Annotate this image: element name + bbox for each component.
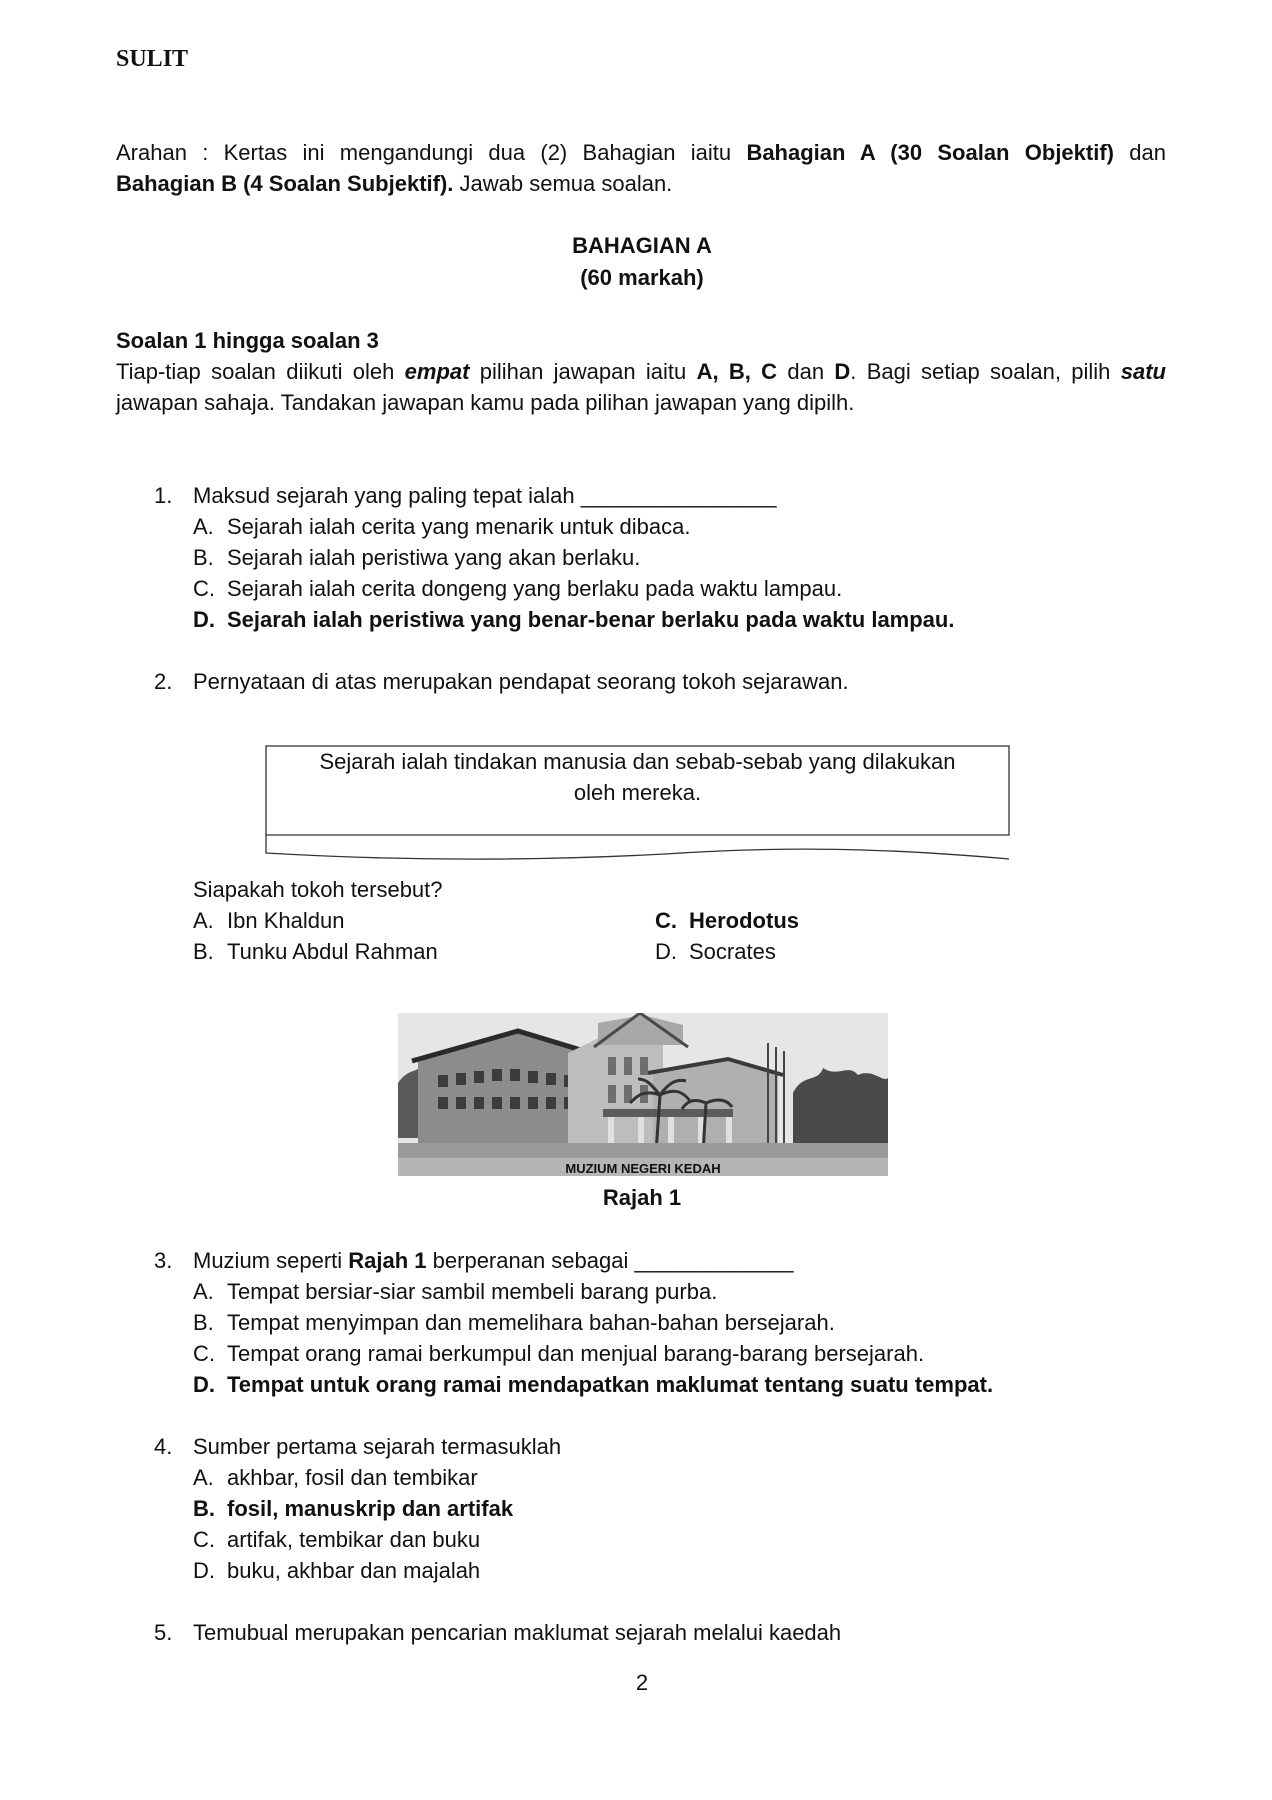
section-marks: (60 markah) bbox=[580, 265, 704, 290]
page-number: 2 bbox=[635, 1670, 649, 1695]
q4-number: 4. bbox=[154, 1434, 173, 1459]
museum-sign: MUZIUM NEGERI KEDAH bbox=[565, 1161, 721, 1176]
q4-option-d: D. buku, akhbar dan majalah bbox=[193, 1558, 481, 1583]
q2-option-b: B. Tunku Abdul Rahman bbox=[193, 939, 438, 964]
q5-number: 5. bbox=[154, 1620, 173, 1645]
q1-option-a: A. Sejarah ialah cerita yang menarik untuk dibaca. bbox=[193, 514, 691, 539]
q3-option-a: A. Tempat bersiar-siar sambil membeli barang purba. bbox=[193, 1279, 718, 1304]
q4-option-b: B. fosil, manuskrip dan artifak bbox=[193, 1496, 514, 1521]
section-title: BAHAGIAN A bbox=[572, 233, 712, 258]
q3-option-c: C. Tempat orang ramai berkumpul dan menjual barang-barang bersejarah. bbox=[193, 1341, 925, 1366]
quote-text: Sejarah ialah tindakan manusia dan sebab-sebab yang dilakukan oleh mereka. bbox=[319, 749, 956, 805]
q2-option-c: C. Herodotus bbox=[655, 908, 799, 933]
q1-option-c: C. Sejarah ialah cerita dongeng yang berlaku pada waktu lampau. bbox=[193, 576, 843, 601]
q2-number: 2. bbox=[154, 669, 173, 694]
q2-ask: Siapakah tokoh tersebut? bbox=[193, 877, 443, 902]
museum-photo bbox=[398, 1013, 888, 1176]
intro-line-1: Tiap-tiap soalan diikuti oleh empat pilihan jawapan iaitu A, B, C dan D. Bagi setiap soalan, pilih satu bbox=[116, 359, 1166, 384]
q3-text: Muzium seperti Rajah 1 berperanan sebagai _____________ bbox=[193, 1248, 794, 1273]
q2-option-a: A. Ibn Khaldun bbox=[193, 908, 345, 933]
instructions-line-2: Bahagian B (4 Soalan Subjektif). Jawab semua soalan. bbox=[116, 171, 673, 196]
q1-option-d: D. Sejarah ialah peristiwa yang benar-benar berlaku pada waktu lampau. bbox=[193, 607, 955, 632]
intro-heading: Soalan 1 hingga soalan 3 bbox=[116, 328, 379, 353]
intro-line-2: jawapan sahaja. Tandakan jawapan kamu pada pilihan jawapan yang dipilh. bbox=[116, 390, 855, 415]
q5-text: Temubual merupakan pencarian maklumat sejarah melalui kaedah bbox=[193, 1620, 842, 1645]
q3-number: 3. bbox=[154, 1248, 173, 1273]
q1-option-b: B. Sejarah ialah peristiwa yang akan berlaku. bbox=[193, 545, 641, 570]
q4-option-a: A. akhbar, fosil dan tembikar bbox=[193, 1465, 478, 1490]
confidential-label: SULIT bbox=[116, 46, 189, 72]
q2-option-d: D. Socrates bbox=[655, 939, 776, 964]
instructions-line-1: Arahan : Kertas ini mengandungi dua (2) Bahagian iaitu Bahagian A (30 Soalan Objektif) dan bbox=[116, 140, 1166, 165]
q4-option-c: C. artifak, tembikar dan buku bbox=[193, 1527, 481, 1552]
q3-option-b: B. Tempat menyimpan dan memelihara bahan-bahan bersejarah. bbox=[193, 1310, 835, 1335]
q1-text: Maksud sejarah yang paling tepat ialah ________________ bbox=[193, 483, 777, 508]
museum-building-illustration bbox=[398, 1013, 888, 1176]
q1-number: 1. bbox=[154, 483, 173, 508]
figure-caption: Rajah 1 bbox=[602, 1185, 682, 1210]
q2-text: Pernyataan di atas merupakan pendapat seorang tokoh sejarawan. bbox=[193, 669, 849, 694]
q4-text: Sumber pertama sejarah termasuklah bbox=[193, 1434, 562, 1459]
q3-option-d: D. Tempat untuk orang ramai mendapatkan maklumat tentang suatu tempat. bbox=[193, 1372, 994, 1397]
